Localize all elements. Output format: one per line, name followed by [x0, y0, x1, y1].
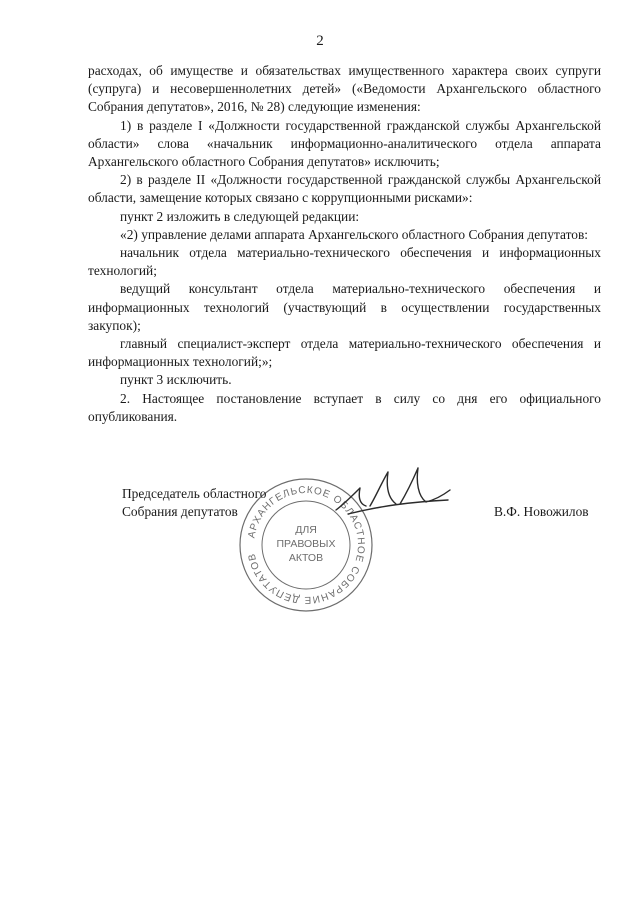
document-body [88, 62, 601, 426]
signatory-name: В.Ф. Новожилов [494, 504, 589, 519]
seal-center-line-1: ДЛЯ [295, 524, 317, 536]
paragraph-management: «2) управление делами аппарата Архангельского областного Собрания депутатов: [120, 226, 589, 242]
paragraph-chief-specialist: главный специалист-эксперт отдела материально-технического обеспечения и информационных технологий;»; [88, 336, 601, 370]
paragraph-lead-consultant: ведущий консультант отдела материально-технического обеспечения и информационных технологий (участвующий в осуществлении государственных закупок); [88, 281, 601, 333]
handwritten-signature [330, 460, 455, 525]
seal-center-line-2: ПРАВОВЫХ [276, 538, 336, 550]
paragraph-item-2-intro: пункт 2 изложить в следующей редакции: [120, 208, 360, 224]
paragraph-effective-date: 2. Настоящее постановление вступает в силу со дня его официального опубликования. [88, 390, 601, 424]
page-number: 2 [316, 33, 324, 49]
seal-center-line-3: АКТОВ [288, 552, 324, 564]
paragraph-head-of-department: начальник отдела материально-технического обеспечения и информационных технологий; [88, 245, 601, 279]
paragraph-section-2: 2) в разделе II «Должности государственной гражданской службы Архангельской области, замещение которых связано с коррупционными рисками»: [88, 172, 601, 206]
seal-ring-text: АРХАНГЕЛЬСКОЕ ОБЛАСТНОЕ СОБРАНИЕ ДЕПУТАТОВ [246, 484, 367, 606]
signatory-title-line-1: Председатель областного [122, 486, 267, 501]
paragraph-continuation: расходах, об имуществе и обязательствах имущественного характера своих супруги (супруга) и несовершеннолетних детей» («Ведомости Архангельского областного Собрания депутатов», 2016, № 28) следующие изменения: [88, 63, 601, 115]
paragraph-item-3: пункт 3 исключить. [120, 372, 232, 388]
signatory-title-line-2: Собрания депутатов [122, 504, 238, 519]
paragraph-section-1: 1) в разделе I «Должности государственной гражданской службы Архангельской области» слова «начальник информационно-аналитического отдела аппарата Архангельского областного Собрания депутатов» исключить; [88, 117, 601, 170]
